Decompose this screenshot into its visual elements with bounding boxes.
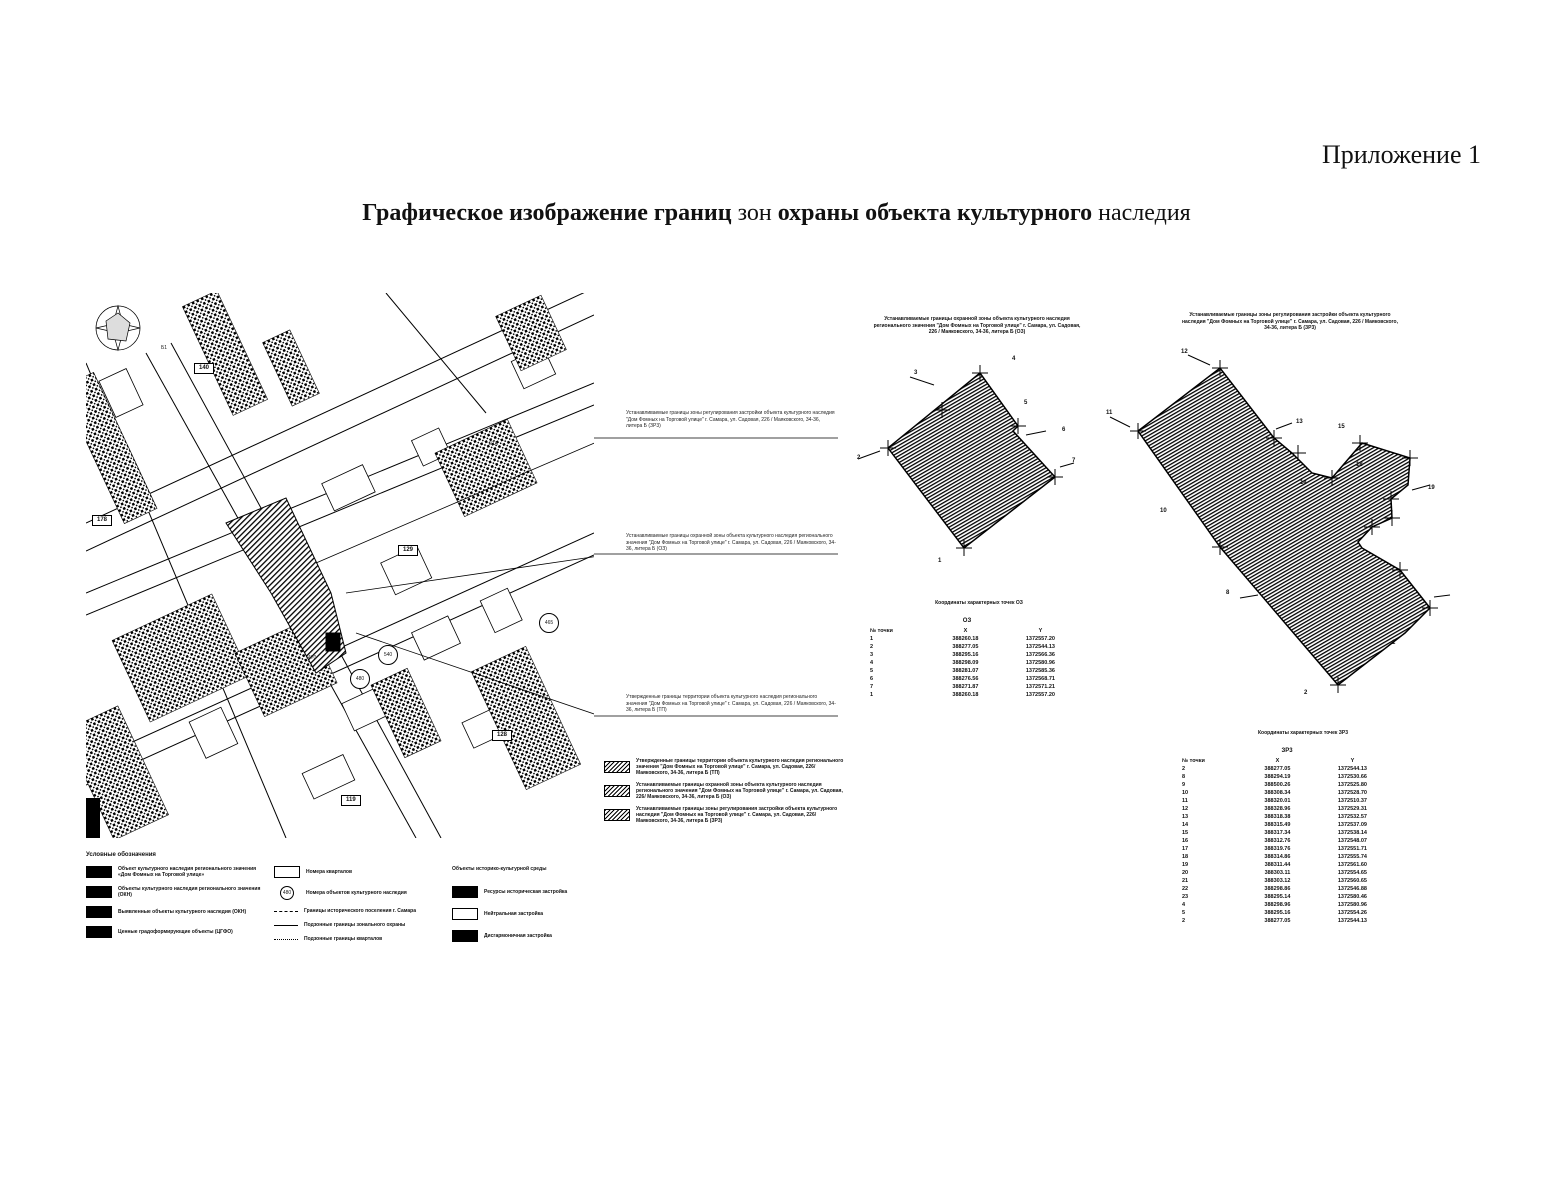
point-number-cell: 12 <box>1182 806 1189 812</box>
plot-label: 129 <box>398 545 418 556</box>
callout-underlines <box>594 430 844 720</box>
zr-table-code: ЗР3 <box>1281 748 1293 754</box>
plot-label: 178 <box>92 515 112 526</box>
cadastral-map <box>86 293 594 838</box>
point-number-cell: 14 <box>1182 822 1189 828</box>
zr-point-label: 12 <box>1181 349 1188 355</box>
oz-table-code: ОЗ <box>962 618 972 624</box>
callout-tp: Утвержденные границы территории объекта культурного наследия регионального значения "Дом Фомных на Торговой улице" г. Самара, ул. Садовая, 226 / Маяковского, 34-36, литера Б (ТП) <box>626 694 836 713</box>
column-header: X <box>1275 758 1280 764</box>
point-number-cell: 17 <box>1182 846 1189 852</box>
point-number-cell: 2 <box>1182 918 1186 924</box>
oz-coords-table <box>870 627 1080 699</box>
legend-text: Номера объектов культурного наследия <box>306 890 407 896</box>
y-coord-cell: 1372554.65 <box>1337 870 1367 876</box>
appendix-label: Приложение 1 <box>1321 140 1481 169</box>
x-coord-cell: 388277.05 <box>1264 766 1291 772</box>
y-coord-cell: 1372529.31 <box>1337 806 1367 812</box>
table-row <box>1182 861 1392 869</box>
oz-diagram <box>850 355 1080 575</box>
y-coord-cell: 1372585.36 <box>1025 668 1055 674</box>
hatch-legend-item <box>604 806 844 824</box>
title-part: Графическое изображение границ <box>362 200 738 226</box>
legend-text: Нейтральная застройка <box>484 911 544 917</box>
table-row <box>1182 853 1392 861</box>
legend-swatch <box>452 930 478 942</box>
zr-point-label: 2 <box>1304 690 1308 696</box>
legend-item <box>274 866 434 878</box>
table-row <box>870 651 1080 659</box>
table-row <box>870 635 1080 643</box>
table-row <box>1182 789 1392 797</box>
hatch-swatch <box>604 809 630 821</box>
x-coord-cell: 388277.05 <box>952 644 979 650</box>
table-row <box>1182 829 1392 837</box>
table-row <box>1182 813 1392 821</box>
title-part: зон <box>737 200 778 226</box>
plot-label: 140 <box>194 363 214 374</box>
x-coord-cell: 388328.96 <box>1264 806 1291 812</box>
okn-badge: 540 <box>378 645 398 665</box>
legend-text: Дисгармоничная застройка <box>484 933 552 939</box>
legend-swatch <box>86 866 112 878</box>
zr-point-label: 8 <box>1226 590 1230 596</box>
x-coord-cell: 388312.76 <box>1264 838 1291 844</box>
title-part: наследия <box>1098 200 1191 226</box>
y-coord-cell: 1372544.13 <box>1025 644 1055 650</box>
table-row <box>1182 909 1392 917</box>
point-number-cell: 4 <box>870 660 874 666</box>
y-coord-cell: 1372537.09 <box>1337 822 1367 828</box>
y-coord-cell: 1372554.26 <box>1337 910 1367 916</box>
y-coord-cell: 1372568.71 <box>1025 676 1055 682</box>
point-number-cell: 18 <box>1182 854 1189 860</box>
x-coord-cell: 388319.76 <box>1264 846 1291 852</box>
point-number-cell: 16 <box>1182 838 1189 844</box>
point-number-cell: 9 <box>1182 782 1186 788</box>
y-coord-cell: 1372571.21 <box>1025 684 1055 690</box>
point-number-cell: 13 <box>1182 814 1189 820</box>
legend-text: Границы исторического поселения г. Самара <box>304 908 416 914</box>
zr-point-label: 14 <box>1300 480 1307 486</box>
x-coord-cell: 388500.26 <box>1264 782 1291 788</box>
column-header: Y <box>1038 628 1043 634</box>
point-number-cell: 5 <box>870 668 874 674</box>
y-coord-cell: 1372580.46 <box>1337 894 1367 900</box>
callout-zr3: Устанавливаемые границы зоны регулирования застройки объекта культурного наследия "Дом Фомных на Торговой улице" г. Самара, ул. Садовая, 226 / Маяковского, 34-36, литера Б (ЗР3) <box>626 410 835 429</box>
x-coord-cell: 388303.12 <box>1264 878 1291 884</box>
legend-swatch <box>452 908 478 920</box>
page-title <box>0 200 1553 227</box>
okn-badge: 465 <box>539 613 559 633</box>
legend-item <box>86 866 266 878</box>
zr-point-label: 15 <box>1338 424 1345 430</box>
dash-dot-line-symbol <box>274 939 298 940</box>
legend-item <box>86 886 266 898</box>
okn-number-symbol: 480 <box>280 886 294 900</box>
map-drawing <box>86 293 594 838</box>
x-coord-cell: 388277.05 <box>1264 918 1291 924</box>
table-row <box>1182 781 1392 789</box>
table-row <box>1182 805 1392 813</box>
table-row <box>1182 917 1392 925</box>
column-header: Y <box>1350 758 1355 764</box>
y-coord-cell: 1372548.07 <box>1337 838 1367 844</box>
x-coord-cell: 388317.34 <box>1264 830 1291 836</box>
x-coord-cell: 388295.16 <box>1264 910 1291 916</box>
point-number-cell: 6 <box>870 676 874 682</box>
hatch-swatch <box>604 761 630 773</box>
dashed-line-symbol <box>274 911 298 912</box>
point-number-cell: 8 <box>1182 774 1186 780</box>
legend-item <box>86 926 266 938</box>
map-label: Б1 <box>161 345 168 351</box>
zr-coords-table <box>1182 757 1392 925</box>
zr-point-label: 19 <box>1428 485 1435 491</box>
legend-col2 <box>274 866 434 942</box>
x-coord-cell: 388318.38 <box>1264 814 1291 820</box>
table-row <box>1182 845 1392 853</box>
table-row <box>1182 837 1392 845</box>
table-row <box>870 691 1080 699</box>
x-coord-cell: 388303.11 <box>1264 870 1291 876</box>
x-coord-cell: 388260.18 <box>952 636 979 642</box>
zr-point-label: 11 <box>1106 410 1113 416</box>
legend-swatch <box>86 906 112 918</box>
y-coord-cell: 1372555.74 <box>1337 854 1367 860</box>
x-coord-cell: 388311.44 <box>1264 862 1291 868</box>
legend-text: Объекты культурного наследия регионального значения (ОКН) <box>118 886 261 898</box>
point-number-cell: 1 <box>870 692 874 698</box>
legend-col3 <box>452 886 602 942</box>
point-number-cell: 20 <box>1182 870 1189 876</box>
x-coord-cell: 388294.19 <box>1264 774 1291 780</box>
oz-polygon <box>888 373 1055 548</box>
table-row <box>870 683 1080 691</box>
column-header: № точки <box>870 628 893 634</box>
legend-text: Ресурсы историческая застройка <box>484 889 568 895</box>
legend-item <box>274 908 434 914</box>
y-coord-cell: 1372525.80 <box>1337 782 1367 788</box>
x-coord-cell: 388298.96 <box>1264 902 1291 908</box>
x-coord-cell: 388298.86 <box>1264 886 1291 892</box>
table-header-row <box>870 627 1080 635</box>
point-number-cell: 11 <box>1182 798 1188 804</box>
zr-table-title: Координаты характерных точек ЗР3 <box>1257 730 1349 736</box>
table-row <box>870 659 1080 667</box>
x-coord-cell: 388308.34 <box>1264 790 1291 796</box>
x-coord-cell: 388298.09 <box>952 660 979 666</box>
point-number-cell: 1 <box>870 636 874 642</box>
oz-point-label: 6 <box>1062 427 1066 433</box>
legend-text: Ценные градоформирующие объекты (ЦГФО) <box>118 929 233 935</box>
map-label: 21А <box>489 441 498 447</box>
zr-title: Устанавливаемые границы зоны регулирования застройки объекта культурного наследия "Дом Фомных на Торговой улице" г. Самара, ул. Садовая, 226 / Маяковского, 34-36, литера Б (ЗР3) <box>1181 312 1398 331</box>
legend-item <box>452 930 602 942</box>
y-coord-cell: 1372544.13 <box>1337 918 1367 924</box>
solid-line-symbol <box>274 925 298 926</box>
y-coord-cell: 1372557.20 <box>1025 692 1055 698</box>
x-coord-cell: 388295.16 <box>952 652 979 658</box>
x-coord-cell: 388276.56 <box>952 676 979 682</box>
table-header-row <box>1182 757 1392 765</box>
hatch-legend-item <box>604 758 844 776</box>
y-coord-cell: 1372546.88 <box>1337 886 1367 892</box>
table-row <box>1182 773 1392 781</box>
point-number-cell: 19 <box>1182 862 1189 868</box>
y-coord-cell: 1372557.20 <box>1025 636 1055 642</box>
y-coord-cell: 1372560.65 <box>1337 878 1367 884</box>
x-coord-cell: 388314.86 <box>1264 854 1291 860</box>
callout-oz: Устанавливаемые границы охранной зоны объекта культурного наследия регионального значения "Дом Фомных на Торговой улице" г. Самара, ул. Садовая, 226 / Маяковского, 34-36, литера Б (ОЗ) <box>626 533 836 552</box>
plot-label: 119 <box>341 795 361 806</box>
zr-diagram <box>1100 345 1470 705</box>
oz-table-title: Координаты характерных точек ОЗ <box>935 600 1023 606</box>
title-part: охраны объекта культурного <box>777 200 1099 226</box>
table-row <box>1182 869 1392 877</box>
legend-item <box>274 922 434 928</box>
legend-col3-heading: Объекты историко-культурной среды <box>452 866 547 872</box>
point-number-cell: 3 <box>870 652 874 658</box>
x-coord-cell: 388320.01 <box>1264 798 1291 804</box>
oz-point-label: 5 <box>1024 400 1028 406</box>
legend-text: Подзонные границы кварталов <box>304 936 383 942</box>
table-row <box>870 675 1080 683</box>
point-number-cell: 23 <box>1182 894 1189 900</box>
hatch-swatch <box>604 785 630 797</box>
hatch-legend <box>604 758 844 824</box>
table-row <box>1182 877 1392 885</box>
column-header: X <box>963 628 968 634</box>
oz-point-label: 2 <box>857 455 861 461</box>
point-number-cell: 2 <box>870 644 874 650</box>
zr-point-label: 18 <box>1356 462 1363 468</box>
point-number-cell: 2 <box>1182 766 1186 772</box>
hatch-legend-text: Устанавливаемые границы зоны регулирования застройки объекта культурного наследия "Дом Фомных на Торговой улице" г. Самара, ул. Садовая, 226/ Маяковского, 34-36, литера Б (ЗР3) <box>636 806 838 824</box>
legend-swatch <box>274 866 300 878</box>
hatch-legend-item <box>604 782 844 800</box>
zr-point-label: 1 <box>1392 640 1396 646</box>
map-label: 470 <box>308 655 317 661</box>
hatch-legend-text: Устанавливаемые границы охранной зоны объекта культурного наследия регионального значения "Дом Фомных на Торговой улице" г. Самара, ул. Садовая, 226/ Маяковского, 34-36, литера Б (ОЗ) <box>636 782 843 800</box>
y-coord-cell: 1372538.14 <box>1337 830 1367 836</box>
legend-item <box>274 886 434 900</box>
table-row <box>1182 797 1392 805</box>
legend-text: Выявленные объекты культурного наследия (ОКН) <box>118 909 247 915</box>
legend-text: Подзонные границы зонального охраны <box>304 922 406 928</box>
point-number-cell: 22 <box>1182 886 1189 892</box>
oz-point-label: 7 <box>1072 458 1076 464</box>
plot-label: 128 <box>492 730 512 741</box>
oz-point-label: 3 <box>914 370 918 376</box>
zr-point-label: 13 <box>1296 419 1303 425</box>
hatch-legend-text: Утвержденные границы территории объекта культурного наследия регионального значения "Дом Фомных на Торговой улице" г. Самара, ул. Садовая, 226/ Маяковского, 34-36, литера Б (ТП) <box>636 758 844 776</box>
table-row <box>1182 893 1392 901</box>
y-coord-cell: 1372566.36 <box>1025 652 1055 658</box>
legend-col1 <box>86 866 266 938</box>
x-coord-cell: 388260.18 <box>952 692 979 698</box>
table-row <box>870 667 1080 675</box>
legend-item <box>452 908 602 920</box>
y-coord-cell: 1372532.57 <box>1337 814 1367 820</box>
y-coord-cell: 1372580.96 <box>1337 902 1367 908</box>
x-coord-cell: 388315.49 <box>1264 822 1291 828</box>
table-row <box>1182 821 1392 829</box>
legend-text: Номера кварталов <box>306 869 353 875</box>
table-row <box>870 643 1080 651</box>
oz-title: Устанавливаемые границы охранной зоны объекта культурного наследия регионального значения "Дом Фомных на Торговой улице" г. Самара, ул. Садовая, 226 / Маяковского, 34-36, литера Б (ОЗ) <box>873 316 1081 335</box>
okn-badge: 480 <box>350 669 370 689</box>
x-coord-cell: 388281.07 <box>952 668 979 674</box>
zr-polygon <box>1138 368 1430 685</box>
oz-point-label: 1 <box>938 558 942 564</box>
y-coord-cell: 1372528.70 <box>1337 790 1367 796</box>
oz-point-label: 4 <box>1012 356 1016 362</box>
legend-swatch <box>452 886 478 898</box>
table-row <box>1182 885 1392 893</box>
y-coord-cell: 1372561.60 <box>1337 862 1367 868</box>
point-number-cell: 21 <box>1182 878 1189 884</box>
y-coord-cell: 1372544.13 <box>1337 766 1367 772</box>
point-number-cell: 15 <box>1182 830 1189 836</box>
legend-item <box>86 906 266 918</box>
y-coord-cell: 1372580.96 <box>1025 660 1055 666</box>
legend-item <box>452 886 602 898</box>
y-coord-cell: 1372510.37 <box>1337 798 1367 804</box>
zr-point-label: 10 <box>1160 508 1167 514</box>
point-number-cell: 4 <box>1182 902 1186 908</box>
legend-item <box>274 936 434 942</box>
table-row <box>1182 901 1392 909</box>
y-coord-cell: 1372530.66 <box>1337 774 1367 780</box>
legend-swatch <box>86 886 112 898</box>
legend-heading: Условные обозначения <box>86 852 156 858</box>
x-coord-cell: 388271.87 <box>952 684 979 690</box>
point-number-cell: 10 <box>1182 790 1189 796</box>
legend-swatch <box>86 926 112 938</box>
y-coord-cell: 1372551.71 <box>1337 846 1367 852</box>
column-header: № точки <box>1182 758 1205 764</box>
table-row <box>1182 765 1392 773</box>
point-number-cell: 5 <box>1182 910 1186 916</box>
point-number-cell: 7 <box>870 684 874 690</box>
x-coord-cell: 388295.14 <box>1264 894 1291 900</box>
legend-text: Объект культурного наследия регионального значения «Дом Фомных на Торговой улице» <box>118 866 257 878</box>
